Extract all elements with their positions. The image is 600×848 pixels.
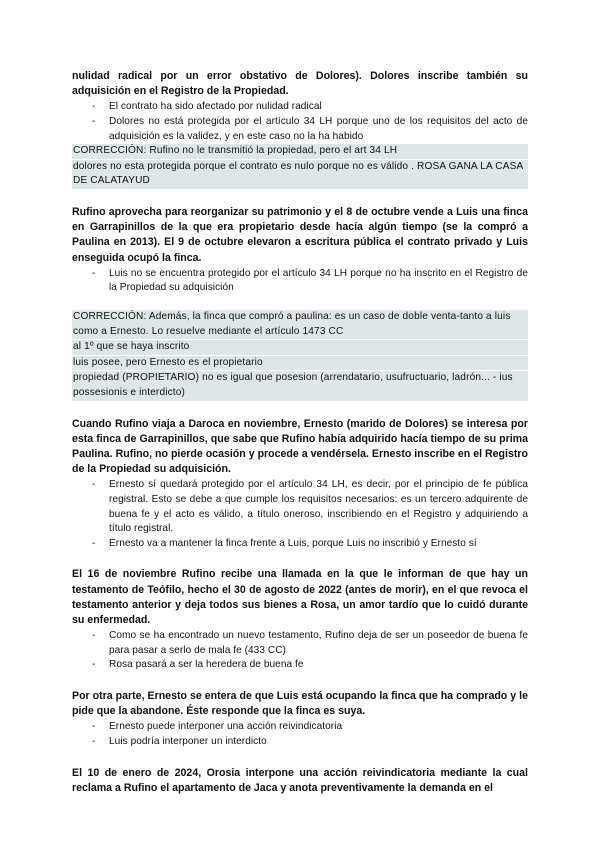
- correction-note: CORRECCIÓN: Rufino no le transmitió la propiedad, pero el art 34 LH: [72, 144, 528, 159]
- list-item: - Rosa pasará a ser la heredera de buena fe: [72, 658, 528, 673]
- list-item: - Como se ha encontrado un nuevo testamento, Rufino deja de ser un poseedor de buena fe para pasar a serlo de mala fe (433 CC): [72, 629, 528, 658]
- paragraph-heading: Por otra parte, Ernesto se entera de que Luis está ocupando la finca que ha comprado y le pide que la abandone. Éste responde que la finca es suya.: [72, 689, 528, 718]
- list-item: - Luis podría interponer un interdicto: [72, 735, 528, 750]
- list-item: - Dolores no está protegida por el artículo 34 LH porque uno de los requisitos del acto de adquisición es la validez, y en este caso no la ha habido: [72, 115, 528, 144]
- correction-note: propiedad (PROPIETARIO) no es igual que posesion (arrendatario, usufructuario, ladrón... - ius possesionis e interdicto): [72, 371, 528, 400]
- bullet-list: [72, 267, 528, 296]
- bullet-list: [72, 720, 528, 749]
- list-item: - Luis no se encuentra protegido por el artículo 34 LH porque no ha inscrito en el Registro de la Propiedad su adquisición: [72, 267, 528, 296]
- paragraph-heading: nulidad radical por un error obstativo de Dolores). Dolores inscribe también su adquisición en el Registro de la Propiedad.: [72, 70, 528, 98]
- bullet-list: [72, 100, 528, 144]
- list-item: - Ernesto sí quedará protegido por el artículo 34 LH, es decir, por el principio de fe pública registral. Esto se debe a que cumple los requisitos necesarios: es un tercero adquirente de buena fe y el acto es válido, a título oneroso, inscribiendo en el Registro y adquiriendo a título registral.: [72, 478, 528, 536]
- correction-note: luis posee, pero Ernesto es el propietario: [72, 356, 528, 371]
- correction-note: al 1º que se haya inscrito: [72, 340, 528, 355]
- correction-note: CORRECCIÓN: Además, la finca que compró a paulina: es un caso de doble venta-tanto a luis como a Ernesto. Lo resuelve mediante el artículo 1473 CC: [72, 310, 528, 339]
- bullet-list: [72, 629, 528, 673]
- paragraph-heading: El 10 de enero de 2024, Orosia interpone una acción reivindicatoria mediante la cual reclama a Rufino el apartamento de Jaca y anota preventivamente la demanda en el: [72, 766, 528, 794]
- bullet-list: [72, 478, 528, 551]
- paragraph-heading: Rufino aprovecha para reorganizar su patrimonio y el 8 de octubre vende a Luis una finca en Garrapinillos de la que era propietario desde hacía algún tiempo (se la compró a Paulina en 2013). El 9 de octubre elevaron a escritura pública el contrato privado y Luis enseguida ocupó la finca.: [72, 205, 528, 264]
- list-item: - Ernesto puede interponer una acción reivindicatoria: [72, 720, 528, 735]
- document-body: [72, 69, 528, 796]
- correction-note: dolores no esta protegida porque el contrato es nulo porque no es válido . ROSA GANA LA CASA DE CALATAYUD: [72, 160, 528, 189]
- list-item: - El contrato ha sido afectado por nulidad radical: [72, 100, 528, 115]
- paragraph-heading: Cuando Rufino viaja a Daroca en noviembre, Ernesto (marido de Dolores) se interesa por esta finca de Garrapinillos, que sabe que Rufino había adquirido hacía tiempo de su prima Paulina. Rufino, no pierde ocasión y procede a vendérsela. Ernesto inscribe en el Registro de la Propiedad su adquisición.: [72, 417, 528, 476]
- paragraph-heading: El 16 de noviembre Rufino recibe una llamada en la que le informan de que hay un testamento de Teófilo, hecho el 30 de agosto de 2022 (antes de morir), en el que revoca el testamento anterior y deja todos sus bienes a Rosa, un amor tardío que lo cuidó durante su enfermedad.: [72, 568, 528, 626]
- list-item: - Ernesto va a mantener la finca frente a Luis, porque Luis no inscribió y Ernesto sí: [72, 537, 528, 552]
